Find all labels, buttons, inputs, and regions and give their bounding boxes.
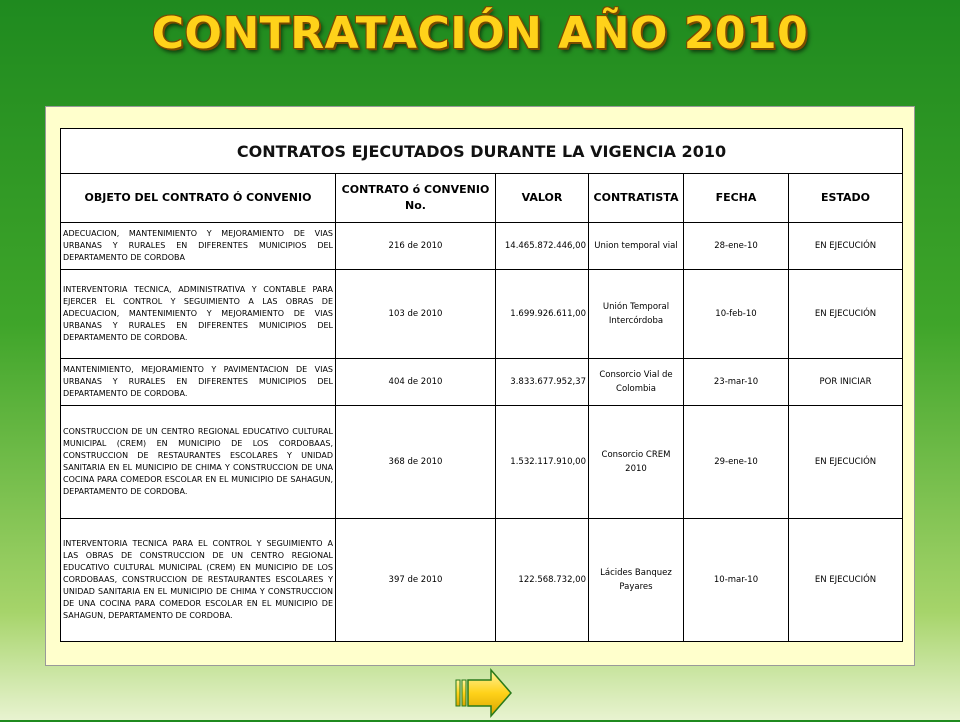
table-row: [61, 359, 903, 406]
table-caption: CONTRATOS EJECUTADOS DURANTE LA VIGENCIA 2010: [61, 129, 903, 174]
cell-valor: 14.465.872.446,00: [496, 223, 589, 270]
cell-estado: EN EJECUCIÓN: [789, 406, 903, 519]
cell-numero: 103 de 2010: [336, 270, 496, 359]
header-fecha: FECHA: [684, 174, 789, 223]
header-valor: VALOR: [496, 174, 589, 223]
cell-contratista: Union temporal vial: [589, 223, 684, 270]
cell-estado: EN EJECUCIÓN: [789, 270, 903, 359]
table-row: [61, 519, 903, 642]
cell-estado: EN EJECUCIÓN: [789, 519, 903, 642]
cell-estado: POR INICIAR: [789, 359, 903, 406]
header-objeto: OBJETO DEL CONTRATO Ó CONVENIO: [61, 174, 336, 223]
cell-objeto: INTERVENTORIA TECNICA, ADMINISTRATIVA Y CONTABLE PARA EJERCER EL CONTROL Y SEGUIMIENTO A LAS OBRAS DE ADECUACION, MANTENIMIENTO Y MEJORAMIENTO DE VIAS URBANAS Y RURALES EN DIFERENTES MUNICIPIOS DEL DEPARTAMENTO DE CORDOBA.: [61, 270, 336, 359]
cell-valor: 3.833.677.952,37: [496, 359, 589, 406]
next-slide-button[interactable]: [455, 668, 513, 718]
cell-objeto: MANTENIMIENTO, MEJORAMIENTO Y PAVIMENTACION DE VIAS URBANAS Y RURALES EN DIFERENTES MUNICIPIOS DEL DEPARTAMENTO DE CORDOBA.: [61, 359, 336, 406]
cell-numero: 368 de 2010: [336, 406, 496, 519]
cell-contratista: Unión Temporal Intercórdoba: [589, 270, 684, 359]
cell-numero: 404 de 2010: [336, 359, 496, 406]
contracts-panel: [45, 106, 915, 666]
cell-contratista: Lácides Banquez Payares: [589, 519, 684, 642]
cell-fecha: 10-mar-10: [684, 519, 789, 642]
table-header-row: [61, 174, 903, 223]
cell-valor: 122.568.732,00: [496, 519, 589, 642]
cell-objeto: INTERVENTORIA TECNICA PARA EL CONTROL Y SEGUIMIENTO A LAS OBRAS DE CONSTRUCCION DE UN CENTRO REGIONAL EDUCATIVO CULTURAL MUNICIPAL (CREM) EN MUNICIPIO DE LOS CORDOBAAS, CONSTRUCCION DE RESTAURANTES ESCOLARES Y UNIDAD SANITARIA EN EL MUNICIPIO DE CHIMA Y CONSTRUCCION DE UNA COCINA PARA COMEDOR ESCOLAR EN EL MUNICIPIO DE SAHAGUN, DEPARTAMENTO DE CORDOBA.: [61, 519, 336, 642]
table-row: [61, 223, 903, 270]
slide-title: CONTRATACIÓN AÑO 2010: [151, 8, 809, 59]
header-estado: ESTADO: [789, 174, 903, 223]
cell-numero: 216 de 2010: [336, 223, 496, 270]
right-arrow-icon: [455, 668, 513, 718]
cell-contratista: Consorcio CREM 2010: [589, 406, 684, 519]
table-row: [61, 270, 903, 359]
cell-fecha: 29-ene-10: [684, 406, 789, 519]
header-contratista: CONTRATISTA: [589, 174, 684, 223]
cell-estado: EN EJECUCIÓN: [789, 223, 903, 270]
cell-valor: 1.699.926.611,00: [496, 270, 589, 359]
cell-objeto: ADECUACION, MANTENIMIENTO Y MEJORAMIENTO DE VIAS URBANAS Y RURALES EN DIFERENTES MUNICIPIOS DEL DEPARTAMENTO DE CORDOBA: [61, 223, 336, 270]
cell-numero: 397 de 2010: [336, 519, 496, 642]
cell-contratista: Consorcio Vial de Colombia: [589, 359, 684, 406]
cell-fecha: 23-mar-10: [684, 359, 789, 406]
cell-objeto: CONSTRUCCION DE UN CENTRO REGIONAL EDUCATIVO CULTURAL MUNICIPAL (CREM) EN MUNICIPIO DE LOS CORDOBAAS, CONSTRUCCION DE RESTAURANTES ESCOLARES Y UNIDAD SANITARIA EN EL MUNICIPIO DE CHIMA Y CONSTRUCCION DE UNA COCINA PARA COMEDOR ESCOLAR EN EL MUNICIPIO DE SAHAGUN, DEPARTAMENTO DE CORDOBA.: [61, 406, 336, 519]
cell-valor: 1.532.117.910,00: [496, 406, 589, 519]
header-numero: CONTRATO ó CONVENIO No.: [336, 174, 496, 223]
contracts-table: [60, 128, 903, 642]
cell-fecha: 28-ene-10: [684, 223, 789, 270]
cell-fecha: 10-feb-10: [684, 270, 789, 359]
table-row: [61, 406, 903, 519]
